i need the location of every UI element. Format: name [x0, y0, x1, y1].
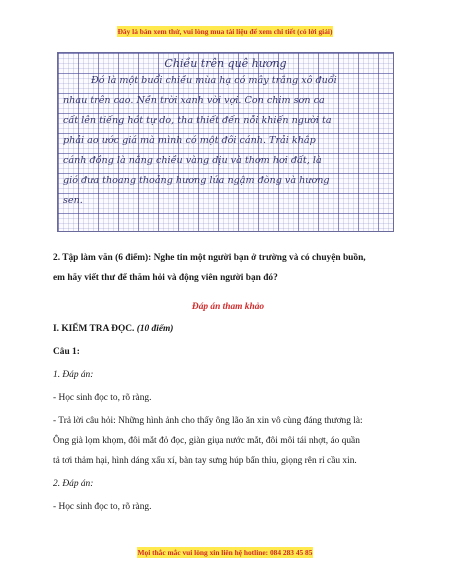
- answer-1-line-3: Ông già lọm khọm, đôi mắt đỏ đọc, giàn giụa nước mắt, đôi môi tái nhợt, áo quần: [53, 436, 360, 446]
- handwritten-line: nhau trên cao. Nền trời xanh vời vợi. Con chim sơn ca: [63, 95, 325, 106]
- part1-title: I. KIỂM TRA ĐỌC.: [53, 324, 135, 334]
- essay-question-line-2: em hãy viết thư để thăm hỏi và động viên người bạn đó?: [53, 273, 278, 283]
- top-banner: [0, 27, 450, 36]
- handwritten-lines: [63, 71, 388, 211]
- answer-1-line-4: tả tơi thảm hại, hình dáng xấu xí, bàn tay sưng húp bẩn thỉu, giọng rên rỉ cầu xin.: [53, 456, 357, 466]
- handwritten-line: cánh đồng là nắng chiều vàng dịu và thơm hơi đất, là: [63, 155, 322, 166]
- part1-points: (10 điểm): [136, 324, 174, 334]
- handwritten-passage: [57, 52, 394, 232]
- handwritten-title: Chiều trên quê hương: [164, 57, 287, 70]
- bottom-banner: [0, 548, 450, 557]
- answers-heading: Đáp án tham khảo: [191, 302, 265, 312]
- answer-1-line-2: - Trả lời câu hỏi: Những hình ảnh cho thấy ông lão ăn xin vô cùng đáng thương là:: [53, 416, 363, 426]
- handwritten-line: gió đưa thoang thoảng hương lúa ngậm đòng và hương: [63, 175, 330, 186]
- answer-1-line-1: - Học sinh đọc to, rõ ràng.: [53, 393, 152, 403]
- essay-question-line-1: 2. Tập làm văn (6 điểm): Nghe tin một người bạn ở trường và có chuyện buồn,: [53, 253, 366, 263]
- part1-heading: [53, 322, 403, 336]
- question-1-label: Câu 1:: [53, 347, 80, 357]
- bottom-banner-text: Mọi thắc mắc vui lòng xin liên hệ hotline: 084 283 45 85: [137, 548, 313, 557]
- handwritten-line: cất lên tiếng hót tự do, tha thiết đến nỗi khiến người ta: [63, 115, 332, 126]
- handwritten-line: Đó là một buổi chiều mùa hạ có mây trắng xô đuổi: [91, 75, 337, 86]
- answer-1-label: 1. Đáp án:: [53, 370, 94, 380]
- handwritten-line: phải ao ước giá mà mình có một đôi cánh. Trải khắp: [63, 135, 316, 146]
- top-banner-text: Đây là bản xem thử, vui lòng mua tài liệu để xem chi tiết (có lời giải): [117, 27, 333, 36]
- answer-2-line-1: - Học sinh đọc to, rõ ràng.: [53, 502, 152, 512]
- answer-2-label: 2. Đáp án:: [53, 479, 94, 489]
- handwritten-line: sen.: [63, 195, 83, 206]
